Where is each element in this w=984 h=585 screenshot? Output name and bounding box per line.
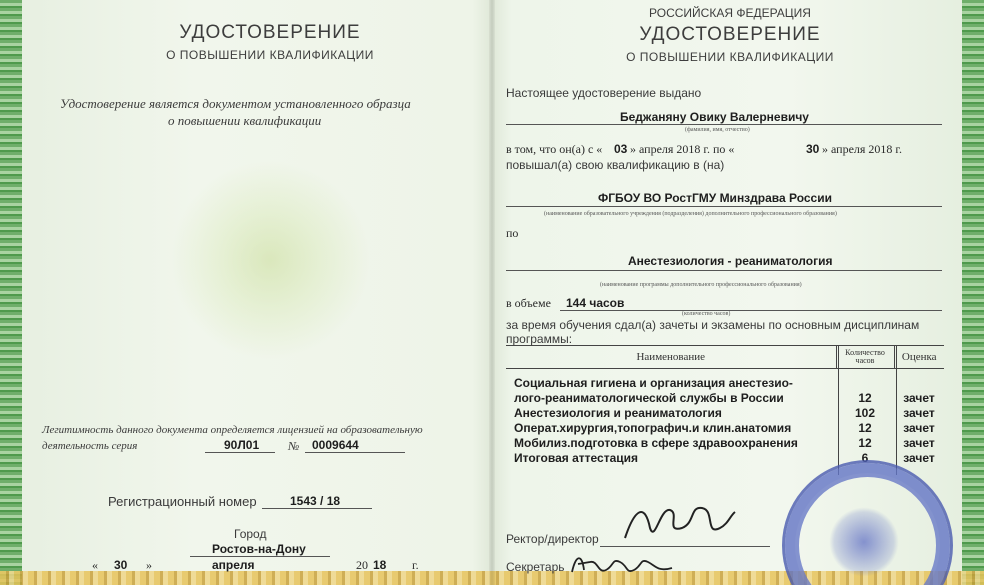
- recipient-underline: [506, 124, 942, 125]
- issue-date-close-quote: »: [146, 558, 152, 572]
- table-row: [506, 420, 944, 435]
- discipline-name: Операт.хирургия,топографич.и клин.анатомия: [514, 420, 792, 435]
- license-number: 0009644: [312, 438, 359, 452]
- issued-to-label: Настоящее удостоверение выдано: [506, 86, 702, 100]
- disciplines-table: [506, 345, 944, 465]
- rector-signature-icon: [620, 498, 740, 548]
- volume-value: 144 часов: [566, 296, 625, 310]
- right-subtitle: О ПОВЫШЕНИИ КВАЛИФИКАЦИИ: [626, 50, 834, 64]
- right-ornamental-border: [962, 0, 984, 585]
- right-title: УДОСТОВЕРЕНИЕ: [639, 24, 821, 45]
- exams-line-1: за время обучения сдал(а) зачеты и экзамены по основным дисциплинам: [506, 318, 920, 332]
- secretary-signature-icon: [568, 548, 678, 580]
- discipline-grade: зачет: [903, 420, 935, 435]
- official-stamp-icon: [782, 460, 953, 585]
- program-name: Анестезиология - реаниматология: [628, 254, 833, 268]
- city-label: Город: [234, 527, 267, 541]
- legitimacy-line-1: Легитимность данного документа определяется лицензией на образовательную: [42, 424, 423, 436]
- table-vline-grade: [896, 345, 897, 475]
- program-underline: [506, 270, 942, 271]
- discipline-hours: 12: [858, 420, 872, 435]
- table-row: [506, 375, 944, 390]
- stamp-emblem-icon: [829, 507, 899, 577]
- period-start-day: 03: [614, 142, 628, 156]
- discipline-hours: 12: [858, 390, 872, 405]
- rector-label: Ректор/директор: [506, 532, 599, 546]
- left-title: УДОСТОВЕРЕНИЕ: [179, 22, 361, 43]
- left-ornamental-border: [0, 0, 22, 585]
- discipline-grade: [894, 375, 944, 390]
- page-fold: [489, 0, 495, 585]
- issue-date-year-suffix: 18: [373, 558, 387, 572]
- license-series: 90Л01: [224, 438, 260, 452]
- statement-line-2: о повышении квалификации: [168, 113, 322, 128]
- volume-underline: [560, 310, 942, 311]
- discipline-name: Итоговая аттестация: [514, 450, 638, 465]
- institution-caption: (наименование образовательного учреждения (подразделения) дополнительного профессионального образования): [544, 211, 837, 217]
- recipient-name: Беджаняну Овику Валерневичу: [620, 110, 809, 124]
- city-name: Ростов-на-Дону: [212, 542, 306, 556]
- discipline-grade: зачет: [903, 450, 935, 465]
- legitimacy-line-2: деятельность серия: [42, 440, 138, 452]
- discipline-hours: 102: [854, 405, 876, 420]
- period-start-rest: » апреля 2018 г. по «: [630, 142, 735, 156]
- issue-date-open-quote: «: [92, 558, 98, 572]
- issue-date-year-abbr: г.: [412, 558, 419, 572]
- discipline-name: лого-реаниматологической службы в России: [514, 390, 784, 405]
- issue-date-month: апреля: [212, 558, 255, 572]
- discipline-hours: [836, 375, 894, 390]
- header-hours: Количество часов: [836, 346, 894, 369]
- discipline-grade: зачет: [903, 390, 935, 405]
- period-end-day: 30: [806, 142, 820, 156]
- issue-date-year-prefix: 20: [356, 558, 368, 572]
- exams-line-2: программы:: [506, 332, 573, 346]
- license-number-underline: [305, 452, 405, 453]
- table-vline-hours: [838, 345, 839, 475]
- table-row: [506, 390, 944, 405]
- header-name: Наименование: [506, 346, 836, 369]
- discipline-name: Анестезиология и реаниматология: [514, 405, 722, 420]
- discipline-hours: 6: [861, 450, 869, 465]
- security-rosette: [170, 160, 370, 360]
- left-subtitle: О ПОВЫШЕНИИ КВАЛИФИКАЦИИ: [166, 48, 374, 62]
- discipline-grade: зачет: [903, 435, 935, 450]
- program-by-label: по: [506, 226, 519, 240]
- country-header: РОССИЙСКАЯ ФЕДЕРАЦИЯ: [649, 6, 811, 20]
- number-sign: №: [288, 439, 300, 453]
- secretary-label: Секретарь: [506, 560, 565, 574]
- discipline-name: Мобилиз.подготовка в сфере здравоохранения: [514, 435, 798, 450]
- period-prefix: в том, что он(а) с «: [506, 142, 603, 156]
- city-underline: [190, 556, 330, 557]
- volume-label: в объеме: [506, 296, 551, 310]
- reg-number-underline: [262, 508, 372, 509]
- volume-caption: (количество часов): [682, 311, 731, 317]
- table-row: [506, 405, 944, 420]
- series-underline: [205, 452, 275, 453]
- table-row: [506, 435, 944, 450]
- period-end-rest: » апреля 2018 г.: [822, 142, 902, 156]
- header-grade: Оценка: [894, 346, 944, 369]
- statement-line-1: Удостоверение является документом установленного образца: [60, 96, 411, 111]
- institution-underline: [506, 206, 942, 207]
- improved-label: повышал(а) свою квалификацию в (на): [506, 158, 725, 172]
- reg-number-label: Регистрационный номер: [108, 494, 257, 509]
- institution-name: ФГБОУ ВО РостГМУ Минздрава России: [598, 191, 832, 205]
- reg-number: 1543 / 18: [290, 494, 341, 508]
- recipient-caption: (фамилия, имя, отчество): [685, 127, 750, 133]
- issue-date-day: 30: [114, 558, 128, 572]
- table-header-row: [506, 346, 944, 369]
- program-caption: (наименование программы дополнительного профессионального образования): [600, 282, 802, 288]
- discipline-hours: 12: [858, 435, 872, 450]
- discipline-name: Социальная гигиена и организация анестезио-: [514, 375, 793, 390]
- discipline-grade: зачет: [903, 405, 935, 420]
